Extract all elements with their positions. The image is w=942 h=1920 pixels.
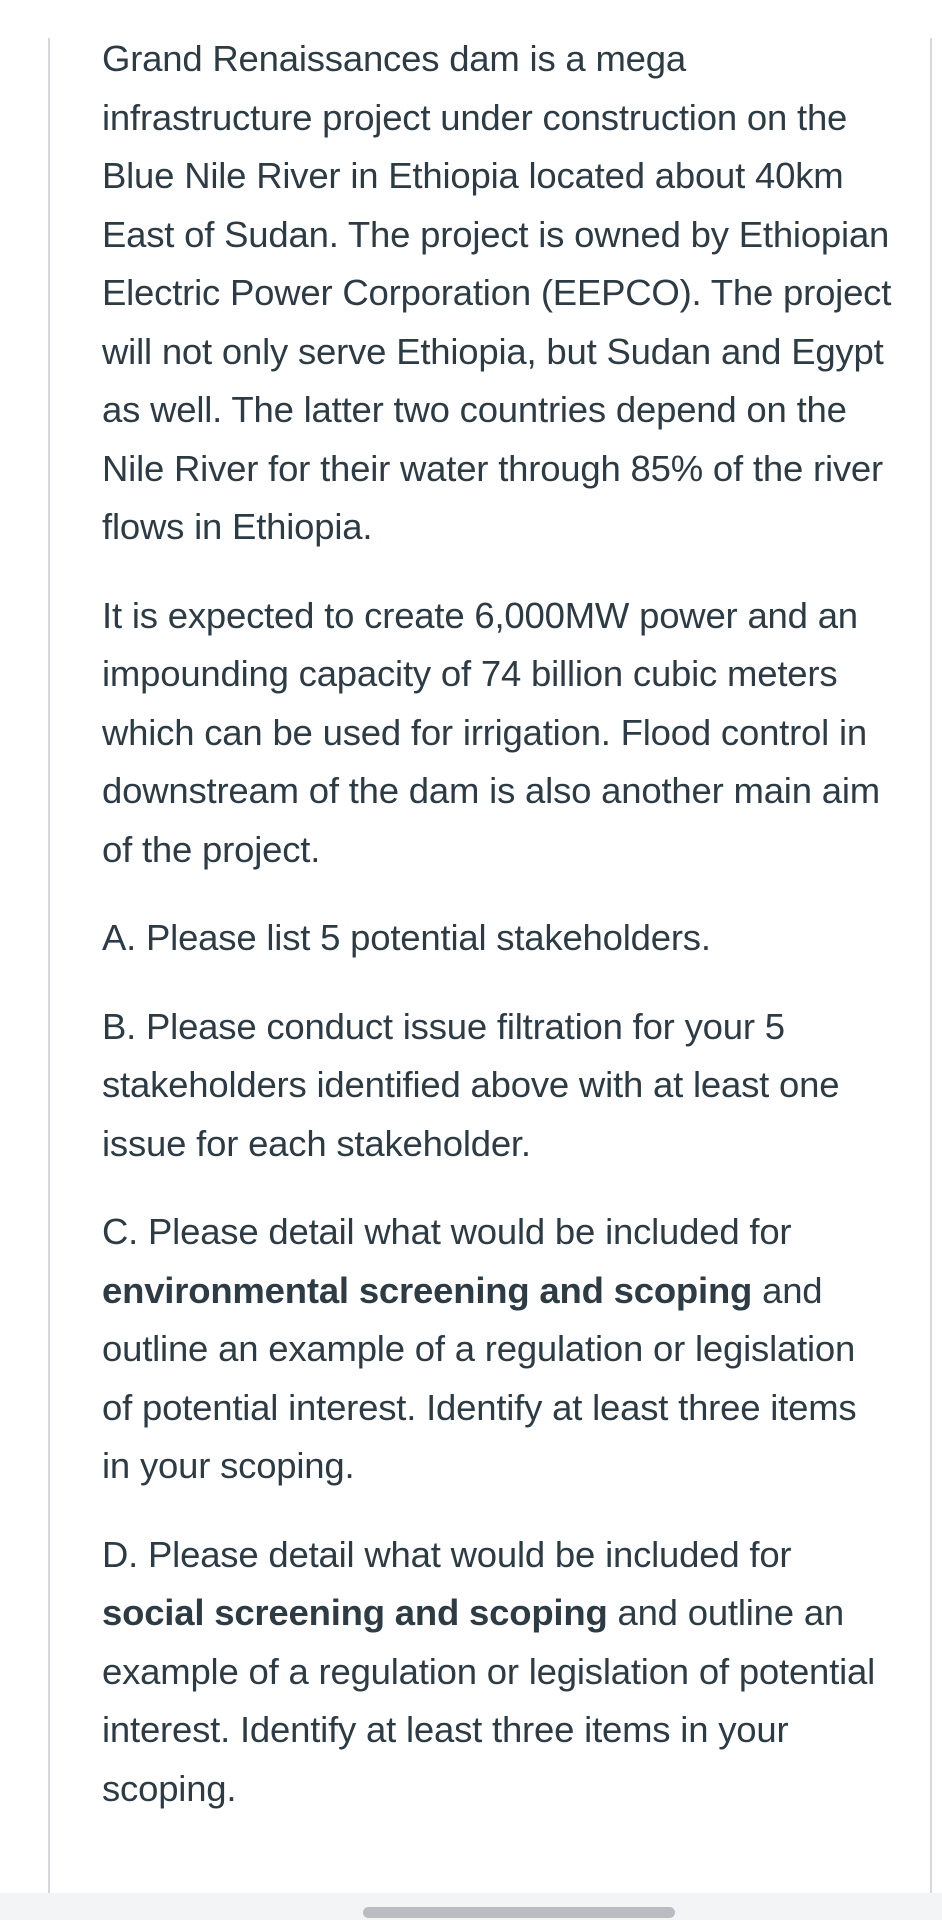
- question-d-text-start: D. Please detail what would be included for: [102, 1533, 792, 1575]
- question-d-emphasis: social screening and scoping: [102, 1592, 608, 1633]
- question-c-text-start: C. Please detail what would be included for: [102, 1211, 792, 1252]
- question-body: [102, 30, 892, 1848]
- question-c-emphasis: environmental screening and scoping: [102, 1269, 753, 1311]
- content-border-right: [930, 38, 932, 1893]
- intro-paragraph: Grand Renaissances dam is a mega infrastructure project under construction on the Blue Nile River in Ethiopia located about 40km East of Sudan. The project is owned by Ethiopian Electric Power Corporation (EEPCO). The project will not only serve Ethiopia, but Sudan and Egypt as well. The latter two countries depend on the Nile River for their water through 85% of the river flows in Ethiopia.: [102, 38, 892, 547]
- question-a: A. Please list 5 potential stakeholders.: [102, 917, 711, 958]
- question-d: [102, 1526, 892, 1819]
- question-c-text-end: and outline an example of a regulation or legislation of potential interest. Identify at least three items in your scoping.: [102, 1269, 857, 1486]
- capacity-paragraph: It is expected to create 6,000MW power and an impounding capacity of 74 billion cubic meters which can be used for irrigation. Flood control in downstream of the dam is also another main aim of the project.: [102, 594, 880, 870]
- content-border-left: [48, 38, 50, 1893]
- question-b: B. Please conduct issue filtration for your 5 stakeholders identified above with at least one issue for each stakeholder.: [102, 1005, 840, 1164]
- question-c: [102, 1203, 892, 1496]
- question-d-text-end: and outline an example of a regulation or legislation of potential interest. Identify at least three items in your scoping.: [102, 1592, 876, 1809]
- home-indicator[interactable]: [363, 1907, 675, 1918]
